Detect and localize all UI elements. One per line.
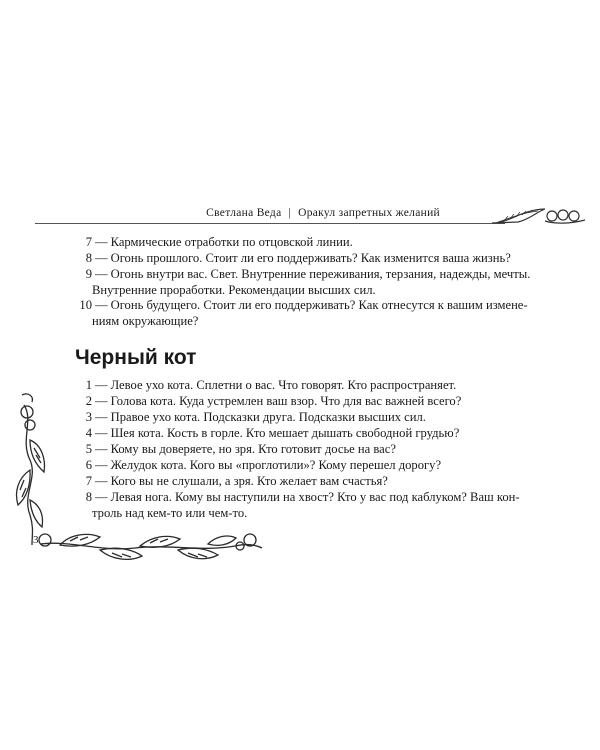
- section-title: Черный кот: [75, 346, 197, 369]
- item-number: 3: [85, 410, 92, 424]
- item-dash: —: [95, 378, 108, 392]
- item-dash: —: [95, 490, 108, 504]
- item-number: 8: [85, 251, 92, 265]
- header-book-title: Оракул запретных желаний: [298, 207, 440, 219]
- item-text: Огонь прошлого. Стоит ли его поддерживать? Как изменится ваша жизнь?: [110, 251, 511, 265]
- item-number: 1: [85, 378, 92, 392]
- item-text: Левая нога. Кому вы наступили на хвост? Кто у вас под каблуком? Ваш кон-: [110, 490, 520, 504]
- item-dash: —: [95, 458, 108, 472]
- item-text: Кармические отработки по отцовской линии.: [110, 235, 353, 249]
- item-number: 7: [85, 235, 92, 249]
- item-text: Правое ухо кота. Подсказки друга. Подсказки высших сил.: [110, 410, 426, 424]
- item-dash: —: [95, 410, 108, 424]
- item-dash: —: [95, 267, 108, 281]
- item-text: Огонь будущего. Стоит ли его поддерживать? Как отнесутся к вашим измене-: [110, 298, 528, 312]
- item-text: Кого вы не слушали, а зря. Кто желает вам счастья?: [110, 474, 388, 488]
- item-text: Левое ухо кота. Сплетни о вас. Что говорят. Кто распространяет.: [110, 378, 457, 392]
- item-text: Кому вы доверяете, но зря. Кто готовит досье на вас?: [110, 442, 396, 456]
- item-text: Огонь внутри вас. Свет. Внутренние переживания, терзания, надежды, мечты.: [110, 267, 531, 281]
- page-number: 3: [33, 534, 39, 546]
- item-number: 6: [85, 458, 92, 472]
- item-dash: —: [95, 474, 108, 488]
- header-author: Светлана Веда: [206, 207, 282, 219]
- item-dash: —: [95, 251, 108, 265]
- item-text-continuation: ниям окружающие?: [92, 313, 199, 328]
- item-number: 4: [85, 426, 92, 440]
- item-number: 10: [79, 298, 92, 312]
- header-separator: |: [288, 207, 292, 219]
- item-number: 2: [85, 394, 92, 408]
- item-text-continuation: троль над кем-то или чем-то.: [92, 505, 248, 520]
- item-number: 9: [85, 267, 92, 281]
- item-dash: —: [95, 394, 108, 408]
- item-text: Желудок кота. Кого вы «проглотили»? Кому перешел дорогу?: [110, 458, 442, 472]
- item-text: Голова кота. Куда устремлен ваш взор. Что для вас важней всего?: [110, 394, 462, 408]
- item-dash: —: [95, 442, 108, 456]
- item-dash: —: [95, 235, 108, 249]
- item-number: 8: [85, 490, 92, 504]
- item-dash: —: [95, 298, 108, 312]
- item-dash: —: [95, 426, 108, 440]
- item-text: Шея кота. Кость в горле. Кто мешает дышать свободной грудью?: [110, 426, 460, 440]
- item-text-continuation: Внутренние проработки. Рекомендации высших сил.: [92, 282, 376, 297]
- item-number: 7: [85, 474, 92, 488]
- item-number: 5: [85, 442, 92, 456]
